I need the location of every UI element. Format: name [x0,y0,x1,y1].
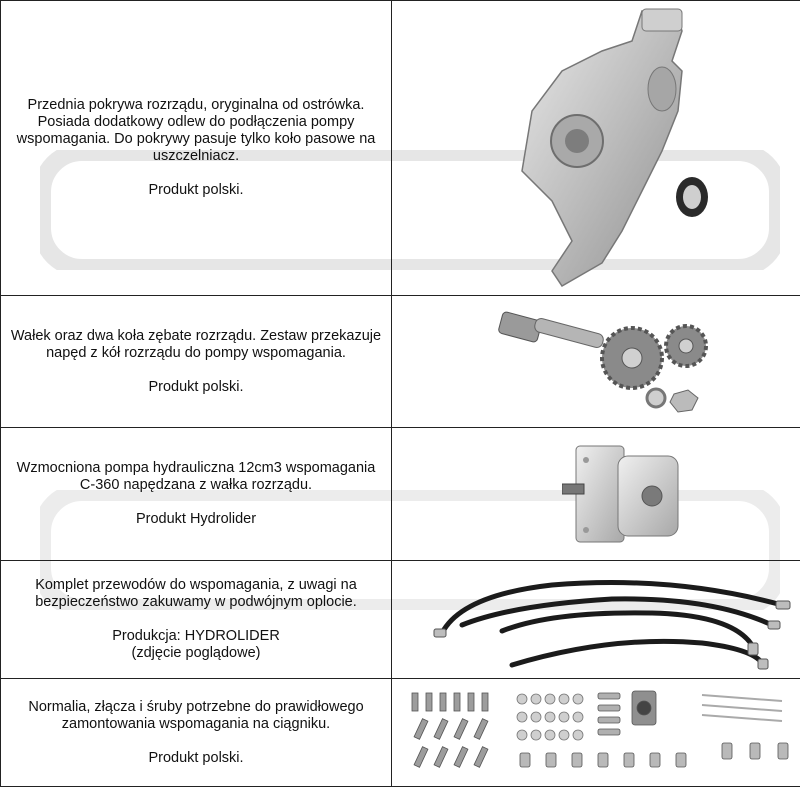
origin-text: Produkcja: HYDROLIDER (zdjęcie poglądowe) [9,628,383,662]
origin-text: Produkt polski. [9,182,383,199]
hydraulic-pump-icon [562,440,682,552]
description-cell [1,428,392,561]
description-text: Przednia pokrywa rozrządu, oryginalna od ostrówka. Posiada dodatkowy odlew do podłączenia pompy wspomagania. Do pokrywy pasuje tylko koło pasowe na uszczelniacz. [9,97,383,165]
origin-text: Produkt Hydrolider [9,511,383,528]
description-text: Wałek oraz dwa koła zębate rozrządu. Zestaw przekazuje napęd z kół rozrządu do pompy wspomagania. [9,328,383,362]
hoses-icon [432,565,800,675]
table-row [1,679,800,787]
shaft-and-gears-icon [492,302,732,420]
hoses-image [392,561,800,679]
shaft-and-gears-image [392,296,800,428]
description-cell [1,296,392,428]
fasteners-image [392,679,800,787]
description-cell [1,561,392,679]
origin-text: Produkt polski. [9,379,383,396]
timing-cover-image [392,1,800,296]
table-row [1,428,800,561]
timing-cover-icon [492,1,722,291]
description-text: Normalia, złącza i śruby potrzebne do prawidłowego zamontowania wspomagania na ciągniku. [9,699,383,733]
table-row [1,1,800,296]
table-row [1,296,800,428]
description-cell [1,1,392,296]
hydraulic-pump-image [392,428,800,561]
fasteners-icon [402,687,800,779]
origin-text: Produkt polski. [9,750,383,767]
description-text: Wzmocniona pompa hydrauliczna 12cm3 wspomagania C-360 napędzana z wałka rozrządu. [9,460,383,494]
table-row [1,561,800,679]
description-cell [1,679,392,787]
description-text: Komplet przewodów do wspomagania, z uwagi na bezpieczeństwo zakuwamy w podwójnym oplocie. [9,577,383,611]
